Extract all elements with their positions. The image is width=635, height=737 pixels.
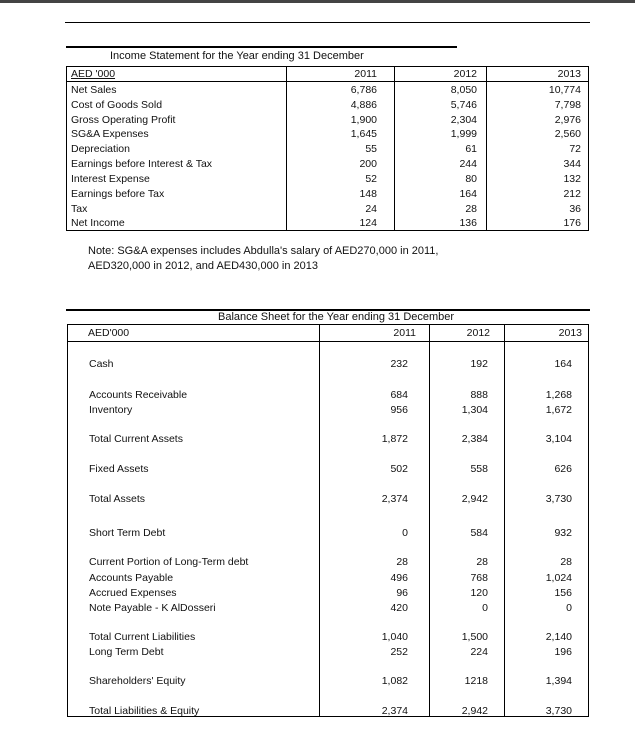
row-value: 1,900: [350, 114, 377, 126]
header-year: 2012: [466, 327, 490, 339]
row-value: 1,999: [450, 128, 477, 140]
row-value: 28: [476, 556, 488, 568]
column-divider: [429, 325, 430, 716]
row-value: 1,268: [545, 389, 572, 401]
row-value: 4,886: [350, 99, 377, 111]
row-label: Note Payable - K AlDosseri: [89, 602, 216, 614]
row-value: 932: [554, 527, 572, 539]
row-label: Accounts Payable: [89, 572, 174, 584]
row-value: 0: [566, 602, 572, 614]
row-value: 2,976: [554, 114, 581, 126]
row-value: 28: [396, 556, 408, 568]
row-value: 224: [470, 646, 488, 658]
row-value: 2,942: [461, 493, 488, 505]
row-value: 28: [560, 556, 572, 568]
row-value: 584: [470, 527, 488, 539]
row-value: 252: [390, 646, 408, 658]
header-year: 2012: [453, 68, 477, 80]
column-divider: [286, 67, 287, 230]
row-value: 2,384: [461, 433, 488, 445]
header-label: AED'000: [88, 327, 130, 339]
row-value: 6,786: [350, 84, 377, 96]
column-divider: [319, 325, 320, 716]
income-top-rule: [66, 46, 457, 48]
row-label: Total Assets: [89, 493, 146, 505]
row-value: 156: [554, 587, 572, 599]
row-value: 164: [459, 188, 477, 200]
row-label: Gross Operating Profit: [71, 114, 176, 126]
row-label: SG&A Expenses: [71, 128, 149, 140]
row-value: 1218: [464, 675, 488, 687]
row-value: 420: [390, 602, 408, 614]
row-value: 55: [365, 143, 377, 155]
row-value: 496: [390, 572, 408, 584]
row-value: 10,774: [548, 84, 581, 96]
row-value: 2,304: [450, 114, 477, 126]
column-divider: [504, 325, 505, 716]
row-label: Net Income: [71, 217, 125, 229]
row-value: 1,082: [381, 675, 408, 687]
row-value: 232: [390, 358, 408, 370]
row-label: Cost of Goods Sold: [71, 99, 163, 111]
balance-sheet-table: [67, 324, 589, 717]
row-label: Total Current Assets: [89, 433, 183, 445]
header-year: 2013: [558, 327, 582, 339]
row-value: 212: [563, 188, 581, 200]
row-value: 956: [390, 404, 408, 416]
row-value: 200: [359, 158, 377, 170]
row-value: 0: [482, 602, 488, 614]
sga-note: Note: SG&A expenses includes Abdulla's salary of AED270,000 in 2011, AED320,000 in 2012, and AED430,000 in 2013: [88, 245, 439, 272]
divider: [65, 22, 590, 23]
row-value: 344: [563, 158, 581, 170]
row-value: 502: [390, 463, 408, 475]
row-value: 244: [459, 158, 477, 170]
row-value: 24: [365, 203, 377, 215]
row-label: Fixed Assets: [89, 463, 149, 475]
row-label: Total Current Liabilities: [89, 631, 196, 643]
row-label: Current Portion of Long-Term debt: [89, 556, 249, 568]
row-label: Short Term Debt: [89, 527, 166, 539]
row-label: Shareholders' Equity: [89, 675, 186, 687]
row-value: 2,560: [554, 128, 581, 140]
header-rule: [67, 81, 588, 82]
row-value: 558: [470, 463, 488, 475]
header-year: 2011: [354, 68, 377, 80]
window-top-bar: [0, 0, 635, 3]
column-divider: [486, 67, 487, 230]
row-value: 2,374: [381, 705, 408, 717]
row-label: Earnings before Interest & Tax: [71, 158, 213, 170]
row-label: Accounts Receivable: [89, 389, 188, 401]
column-divider: [394, 67, 395, 230]
row-value: 1,394: [545, 675, 572, 687]
row-value: 5,746: [450, 99, 477, 111]
row-value: 1,645: [350, 128, 377, 140]
income-statement-title: Income Statement for the Year ending 31 December: [110, 50, 364, 62]
row-value: 36: [569, 203, 581, 215]
row-value: 80: [465, 173, 477, 185]
row-label: Net Sales: [71, 84, 117, 96]
row-label: Tax: [71, 203, 88, 215]
row-value: 1,024: [545, 572, 572, 584]
header-label: AED '000: [71, 68, 116, 80]
row-value: 124: [359, 217, 377, 229]
row-value: 1,500: [461, 631, 488, 643]
row-label: Total Liabilities & Equity: [89, 705, 200, 717]
row-value: 28: [465, 203, 477, 215]
row-value: 0: [402, 527, 408, 539]
row-value: 148: [359, 188, 377, 200]
row-value: 888: [470, 389, 488, 401]
row-label: Depreciation: [71, 143, 130, 155]
row-value: 176: [563, 217, 581, 229]
balance-sheet-title: Balance Sheet for the Year ending 31 December: [218, 311, 455, 323]
row-label: Interest Expense: [71, 173, 150, 185]
row-value: 120: [470, 587, 488, 599]
row-value: 2,140: [545, 631, 572, 643]
row-value: 3,730: [545, 493, 572, 505]
header-year: 2011: [393, 327, 416, 339]
row-value: 164: [554, 358, 572, 370]
row-value: 136: [459, 217, 477, 229]
row-value: 2,942: [461, 705, 488, 717]
row-label: Cash: [89, 358, 114, 370]
row-value: 1,040: [381, 631, 408, 643]
row-label: Inventory: [89, 404, 133, 416]
row-value: 96: [396, 587, 408, 599]
row-value: 768: [470, 572, 488, 584]
row-value: 72: [569, 143, 581, 155]
row-label: Accrued Expenses: [89, 587, 177, 599]
row-value: 8,050: [450, 84, 477, 96]
row-value: 196: [554, 646, 572, 658]
row-value: 7,798: [554, 99, 581, 111]
row-value: 3,730: [545, 705, 572, 717]
row-label: Long Term Debt: [89, 646, 164, 658]
income-statement-table: [66, 66, 589, 231]
row-label: Earnings before Tax: [71, 188, 165, 200]
row-value: 132: [563, 173, 581, 185]
row-value: 684: [390, 389, 408, 401]
row-value: 3,104: [545, 433, 572, 445]
row-value: 52: [365, 173, 377, 185]
header-year: 2013: [557, 68, 581, 80]
row-value: 1,872: [381, 433, 408, 445]
row-value: 2,374: [381, 493, 408, 505]
row-value: 1,304: [461, 404, 488, 416]
row-value: 626: [554, 463, 572, 475]
header-rule: [68, 341, 588, 342]
row-value: 1,672: [545, 404, 572, 416]
row-value: 61: [465, 143, 477, 155]
row-value: 192: [470, 358, 488, 370]
